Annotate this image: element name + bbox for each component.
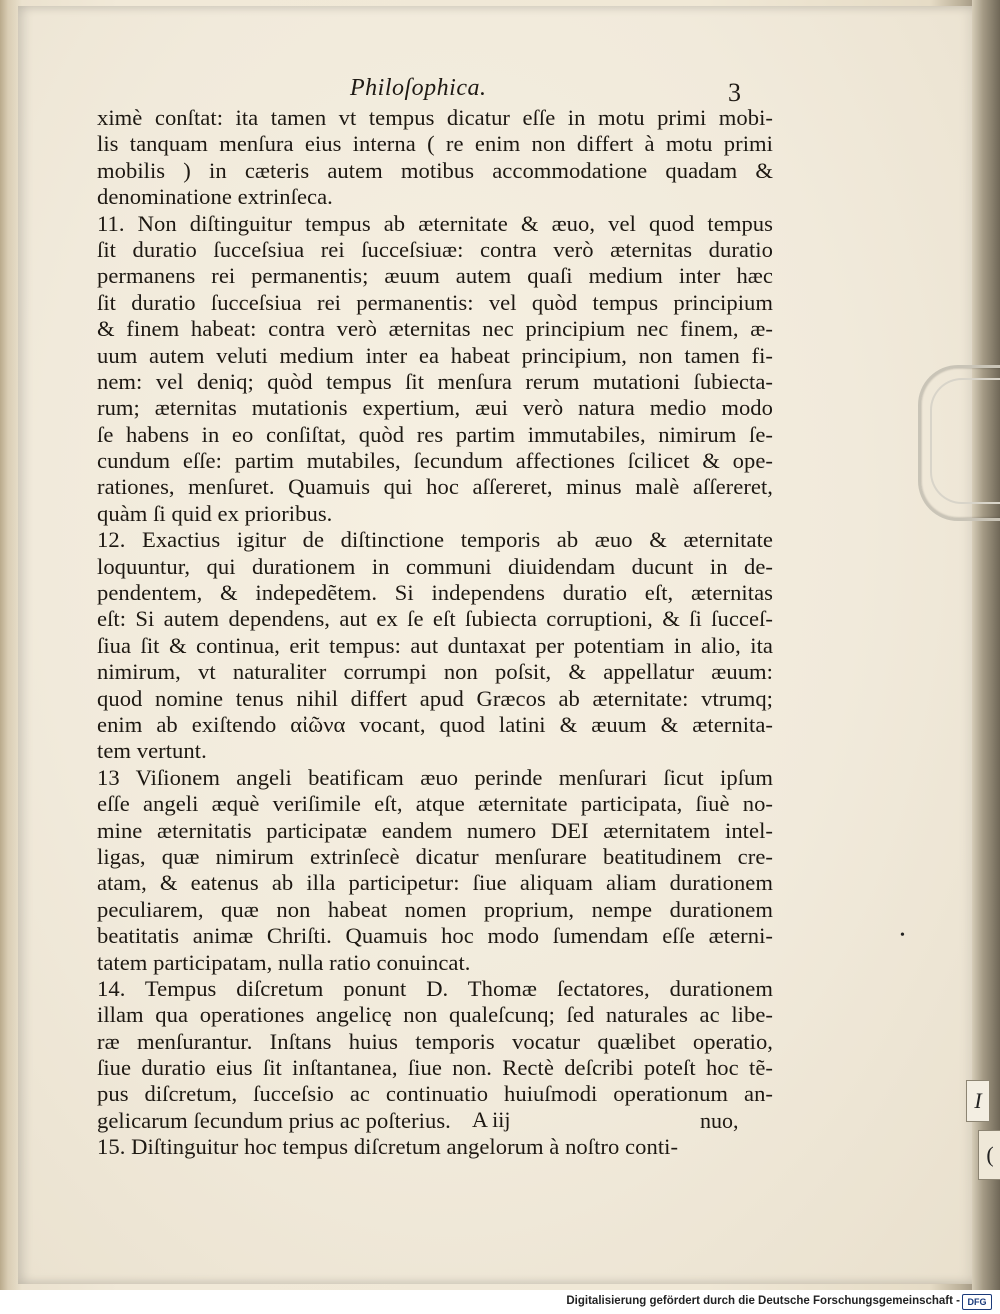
- text-line: rum; æternitas mutationis expertium, æui verò natura medio modo: [97, 395, 773, 421]
- text-line: peculiarem, quæ non habeat nomen proprium, nempe durationem: [97, 896, 773, 922]
- text-line: cundum eſſe: partim mutabiles, ſecundum affectiones ſcilicet & ope-: [97, 448, 773, 474]
- dfg-logo-icon: DFG: [962, 1294, 992, 1310]
- signature-mark: A iij: [472, 1107, 511, 1132]
- funding-credit: Digitalisierung gefördert durch die Deutsche Forschungsgemeinschaft -: [566, 1295, 960, 1307]
- text-line: eſt: Si autem dependens, aut ex ſe eſt ſubiecta corruptioni, & ſi ſucceſ-: [97, 606, 773, 632]
- text-line: permanens rei permanentis; æuum autem quaſi medium inter hæc: [97, 263, 773, 289]
- text-line: illam qua operationes angelicę non qualeſcunq; ſed naturales ac libe-: [97, 1002, 773, 1028]
- text-line: rationes, menſuret. Quamuis qui hoc aſſereret, minus malè aſſereret,: [97, 474, 773, 500]
- text-line: quàm ſi quid ex prioribus.: [97, 500, 333, 526]
- text-line: 15. Diſtinguitur hoc tempus diſcretum angelorum à noſtro conti-: [97, 1134, 679, 1160]
- text-line: 14. Tempus diſcretum ponunt D. Thomæ ſectatores, durationem: [97, 975, 773, 1001]
- text-line: pendentem, & indepedẽtem. Si independens duratio eſt, æternitas: [97, 580, 773, 606]
- stray-mark: •: [900, 928, 905, 943]
- text-line: atam, & eatenus ab illa participetur: ſiue aliquam aliam durationem: [97, 870, 773, 896]
- text-line: loquuntur, qui durationem in communi diuidendam ducunt in de-: [97, 553, 773, 579]
- text-line: mobilis ) in cæteris autem motibus accommodatione quadam &: [97, 157, 773, 183]
- running-header: Philoſophica.: [350, 75, 487, 101]
- footer-bar: [0, 1290, 1000, 1314]
- text-line: beatitatis animæ Chriſti. Quamuis hoc modo ſumendam eſſe æterni-: [97, 923, 773, 949]
- text-line: pus diſcretum, ſucceſsio ac continuatio huiuſmodi operationum an-: [97, 1081, 773, 1107]
- text-line: ſit duratio ſucceſsiua rei ſucceſsiuæ: contra verò æternitas duratio: [97, 236, 773, 262]
- text-line: ræ menſurantur. Inſtans huius temporis vocatur quælibet operatio,: [97, 1028, 773, 1054]
- text-line: uum autem veluti medium inter ea habeat principium, non tamen fi-: [97, 342, 773, 368]
- text-line: ximè conſtat: ita tamen vt tempus dicatur eſſe in motu primi mobi-: [97, 105, 773, 130]
- bookmark-tab: I: [966, 1080, 990, 1122]
- text-line: gelicarum ſecundum prius ac poſterius.: [97, 1107, 451, 1133]
- text-line: ſe habens in eo conſiſtat, quòd res partim immutabiles, nimirum ſe-: [97, 421, 773, 447]
- text-line: 12. Exactius igitur de diſtinctione temporis ab æuo & æternitate: [97, 527, 773, 553]
- text-line: ſit duratio ſucceſsiua rei permanentis: vel quòd tempus principium: [97, 289, 773, 315]
- text-line: ſiua ſit & continua, erit tempus: aut duntaxat per potentiam in alio, ita: [97, 632, 773, 658]
- catchword: nuo,: [700, 1108, 739, 1133]
- text-line: lis tanquam menſura eius interna ( re enim non differt à motu primi: [97, 131, 773, 157]
- text-line: eſſe angeli æquè veriſimile eſt, atque æternitate participata, ſiuè no-: [97, 791, 773, 817]
- text-line: enim ab exiſtendo αἰῶνα vocant, quod latini & æuum & æternita-: [97, 711, 773, 737]
- text-line: tem vertunt.: [97, 738, 207, 764]
- text-line: 11. Non diſtinguitur tempus ab æternitate & æuo, vel quod tempus: [97, 210, 773, 236]
- text-line: denominatione extrinſeca.: [97, 184, 333, 210]
- text-line: tatem participatam, nulla ratio conuincat.: [97, 949, 471, 975]
- page-number: 3: [728, 78, 741, 107]
- body-text: [97, 105, 773, 1161]
- text-line: quod nomine tenus nihil differt apud Græcos ab æternitate: vtrumq;: [97, 685, 773, 711]
- text-line: & finem habeat: contra verò æternitas nec principium nec finem, æ-: [97, 316, 773, 342]
- paper-clip-inner: [930, 378, 1000, 504]
- text-line: nimirum, vt naturaliter corrumpi non poſsit, & appellatur æuum:: [97, 659, 773, 685]
- text-line: 13 Viſionem angeli beatificam æuo perinde menſurari ſicut ipſum: [97, 764, 773, 790]
- text-line: mine æternitatis participatæ eandem numero DEI æternitatem intel-: [97, 817, 773, 843]
- text-line: ligas, quæ nimirum extrinſecè dicatur menſurare beatitudinem cre-: [97, 843, 773, 869]
- text-line: nem: vel deniq; quòd tempus ſit menſura rerum mutationi ſubiecta-: [97, 368, 773, 394]
- bookmark-tab-lower: (: [978, 1130, 1000, 1180]
- text-line: ſiue duratio eius ſit inſtantanea, ſiue non. Rectè deſcribi poteſt hoc tẽ-: [97, 1055, 773, 1081]
